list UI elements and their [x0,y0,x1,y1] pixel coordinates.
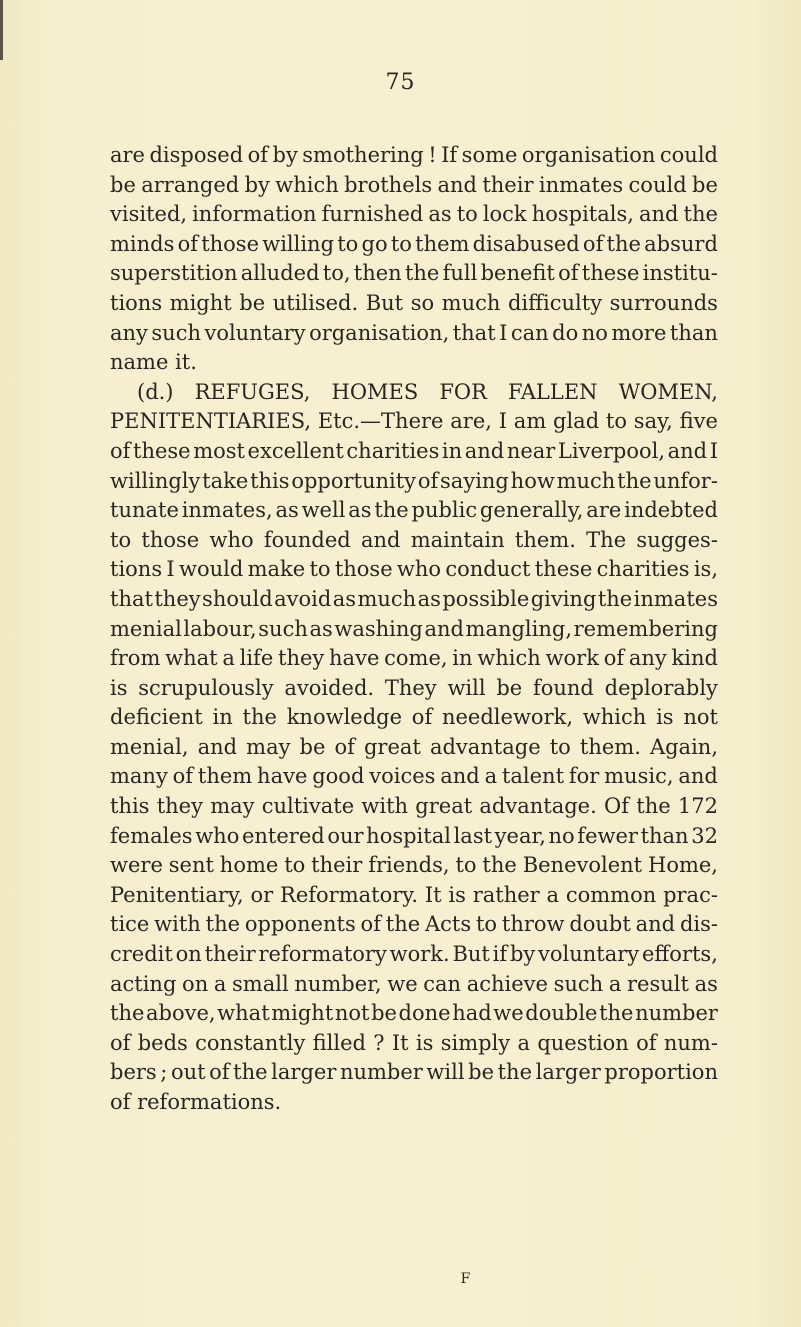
text-line: credit on their reformatory work. But if by voluntary efforts, [110,942,718,967]
text-line: tice with the opponents of the Acts to throw doubt and dis- [110,912,718,937]
text-line: visited, information furnished as to lock hospitals, and the [110,202,718,227]
text-line: from what a life they have come, in which work of any kind [110,646,718,671]
text-line: is scrupulously avoided. They will be found deplorably [110,675,718,700]
text-line: willingly take this opportunity of saying how much the unfor- [110,468,718,493]
text-line: of these most excellent charities in and near Liverpool, and I [110,438,718,463]
page-number: 75 [385,70,416,95]
text-line: tunate inmates, as well as the public generally, are indebted [110,498,718,523]
text-line: to those who founded and maintain them. The sugges- [110,527,718,552]
text-line: that they should avoid as much as possible giving the inmates [110,586,718,611]
signature-mark: F [460,1271,471,1287]
text-line: tions I would make to those who conduct these charities is, [110,557,718,582]
text-line: be arranged by which brothels and their inmates could be [110,172,718,197]
text-line: the above, what might not be done had we double the number [110,1001,718,1026]
text-line: Penitentiary, or Reformatory. It is rather a common prac- [110,882,718,907]
text-line: females who entered our hospital last year, no fewer than 32 [110,823,718,848]
text-line: name it. [110,350,197,375]
binding-edge [0,0,3,60]
text-line: PENITENTIARIES, Etc.—There are, I am glad to say, five [110,409,718,434]
text-line: tions might be utilised. But so much difficulty surrounds [110,290,718,315]
text-line: menial, and may be of great advantage to them. Again, [110,734,718,759]
text-line: superstition alluded to, then the full benefit of these institu- [110,261,718,286]
text-line: many of them have good voices and a talent for music, and [110,764,718,789]
text-line: this they may cultivate with great advantage. Of the 172 [110,794,718,819]
text-line: any such voluntary organisation, that I can do no more than [110,320,718,345]
text-line: menial labour, such as washing and mangling, remembering [110,616,718,641]
text-line: bers ; out of the larger number will be the larger proportion [110,1060,718,1085]
text-line: acting on a small number, we can achieve such a result as [110,971,718,996]
text-line: (d.) REFUGES, HOMES FOR FALLEN WOMEN, [137,379,718,404]
text-line: of reformations. [110,1090,282,1114]
body-text [110,141,718,1118]
text-line: minds of those willing to go to them disabused of the absurd [110,231,718,256]
text-line: of beds constantly filled ? It is simply a question of num- [110,1030,718,1055]
text-line: deficient in the knowledge of needlework, which is not [110,705,718,730]
text-line: were sent home to their friends, to the Benevolent Home, [110,853,718,878]
text-line: are disposed of by smothering ! If some organisation could [110,143,718,167]
